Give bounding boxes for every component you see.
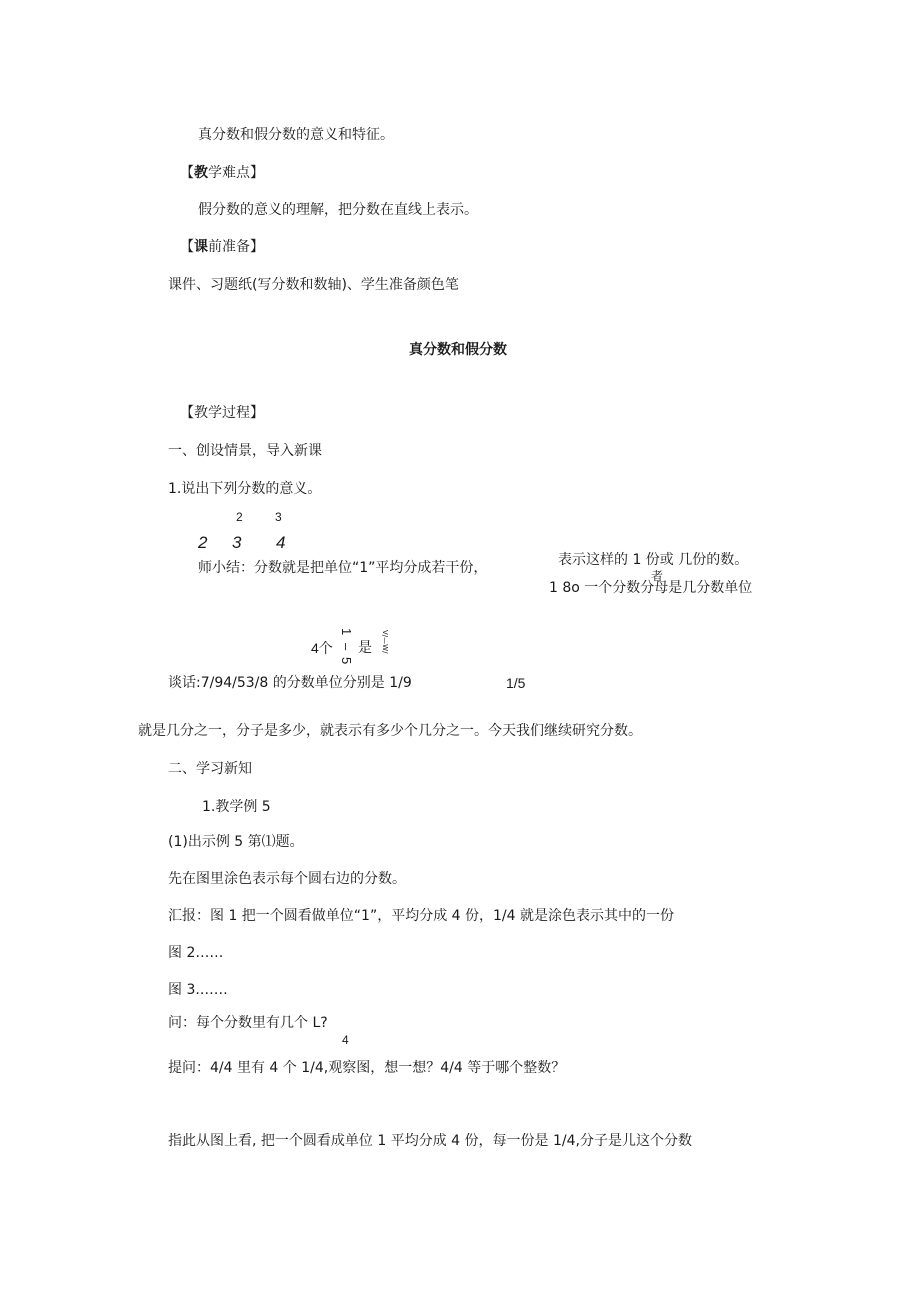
sub-item-1: (1)出示例 5 第⑴题。: [168, 834, 304, 850]
difficulty-heading-bold: 教: [194, 165, 208, 181]
vertical-five: 5: [339, 657, 354, 665]
prompt-text: 提问：4/4 里有 4 个 1/4,观察图，想一想？4/4 等于哪个整数？: [168, 1060, 566, 1076]
prep-heading-bracket: 【: [180, 239, 194, 255]
represent-text: 表示这样的 1 份或 几份的数。: [558, 552, 749, 568]
focus-text: 真分数和假分数的意义和特征。: [198, 127, 394, 143]
figure-3: 图 3.……: [168, 982, 228, 998]
explain-text: 指此从图上看, 把一个圆看成单位 1 平均分成 4 份，每一份是 1/4,分子是儿这个分数: [168, 1133, 692, 1149]
talk-text: 谈话:7/94/53/8 的分数单位分别是 1/9: [168, 675, 412, 691]
question-subscript: 4: [342, 1033, 349, 1047]
difficulty-heading-bracket: 【: [180, 165, 194, 181]
fraction-numerator-1: 2: [236, 510, 243, 524]
section-1-heading: 一、创设情景，导入新课: [168, 443, 322, 459]
tiny-vertical-text: V/—W/: [381, 630, 389, 654]
talk-fraction: 1/5: [506, 675, 526, 691]
overlap-char: 者: [651, 569, 664, 583]
prep-heading-rest: 前准备】: [208, 239, 264, 255]
section-2-heading: 二、学习新知: [168, 761, 252, 777]
fraction-denominator-3: 4: [276, 533, 286, 552]
paint-text: 先在图里涂色表示每个圆右边的分数。: [168, 871, 406, 887]
difficulty-heading: [180, 166, 264, 180]
fraction-numerator-2: 3: [275, 510, 282, 524]
prep-heading: [180, 240, 264, 254]
example-item: 1.教学例 5: [202, 799, 271, 815]
process-heading: 【教学过程】: [180, 405, 264, 421]
difficulty-heading-rest: 学难点】: [208, 165, 264, 181]
unit-text: 1 8o 一个分数分母是几分数单位: [549, 580, 753, 596]
vertical-one: 1: [339, 628, 354, 636]
continue-text: 就是几分之一，分子是多少，就表示有多少个几分之一。今天我们继续研究分数。: [138, 723, 642, 739]
prep-heading-bold: 课: [194, 239, 208, 255]
teacher-summary: 师小结：分数就是把单位“1”平均分成若干份，: [198, 560, 488, 576]
vertical-dash: –: [339, 643, 354, 651]
difficulty-text: 假分数的意义的理解，把分数在直线上表示。: [198, 202, 478, 218]
fraction-denominator-2: 3: [232, 533, 242, 552]
prep-text: 课件、习题纸(写分数和数轴)、学生准备颜色笔: [168, 277, 459, 293]
four-ge: 4个: [311, 640, 333, 656]
item-1: 1.说出下列分数的意义。: [168, 481, 322, 497]
lesson-title: 真分数和假分数: [409, 342, 507, 358]
question-text: 问：每个分数里有几个 L?: [168, 1015, 328, 1031]
figure-2: 图 2……: [168, 945, 224, 961]
shi-char: 是: [358, 640, 372, 656]
fraction-denominator-1: 2: [198, 533, 208, 552]
report-text: 汇报：图 1 把一个圆看做单位“1”，平均分成 4 份，1/4 就是涂色表示其中的一份: [168, 908, 675, 924]
